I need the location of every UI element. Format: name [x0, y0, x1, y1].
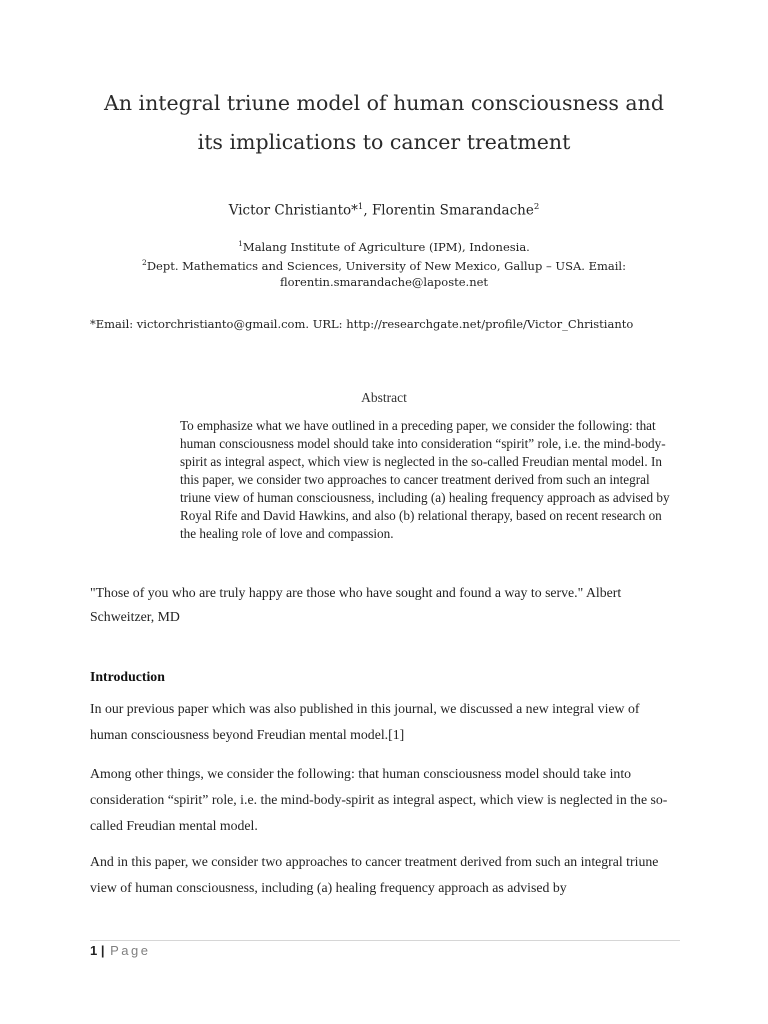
affiliations — [0, 236, 768, 290]
author-list — [0, 202, 768, 219]
epigraph-quote: "Those of you who are truly happy are those who have sought and found a way to serve." Albert Schweitzer, MD — [90, 585, 622, 624]
author-separator: , — [363, 202, 372, 219]
corresponding-contact: *Email: victorchristianto@gmail.com. URL: http://researchgate.net/profile/Victor_Christianto — [90, 317, 634, 331]
footer-separator: | — [100, 943, 105, 958]
affiliation-1-mark: 1 — [238, 239, 243, 248]
abstract-heading: Abstract — [361, 390, 407, 405]
affiliation-2-email: florentin.smarandache@laposte.net — [279, 274, 489, 289]
paper-title-line-1: An integral triune model of human consciousness and — [104, 91, 664, 115]
footer-divider — [90, 940, 680, 941]
abstract-text: To emphasize what we have outlined in a preceding paper, we consider the following: that human consciousness model should take into consideration “spirit” role, i.e. the mind-body-spirit as integral aspect, which view is neglected in the so-called Freudian mental model. In this paper, we consider two approaches to cancer treatment derived from such an integral triune view of human consciousness, including (a) healing frequency approach as advised by Royal Rife and David Hawkins, and also (b) relational therapy, based on recent research on the healing role of love and compassion. — [180, 418, 670, 541]
affiliation-1 — [0, 236, 768, 255]
affiliation-2-mark: 2 — [142, 257, 147, 267]
page-number: 1 — [90, 943, 98, 958]
section-heading-introduction: Introduction — [90, 669, 165, 684]
author-1-name: Victor Christianto* — [228, 202, 358, 219]
affiliation-2 — [0, 255, 768, 274]
affiliation-2-text: Dept. Mathematics and Sciences, University of New Mexico, Gallup – USA. Email: — [146, 258, 626, 273]
author-2-name: Florentin Smarandache — [371, 202, 534, 219]
author-2-affil-mark: 2 — [533, 202, 540, 212]
paper-title-line-2: its implications to cancer treatment — [197, 130, 571, 154]
author-1-affil-mark: 1 — [357, 202, 364, 212]
intro-paragraph-2: Among other things, we consider the following: that human consciousness model should take into consideration “spirit” role, i.e. the mind-body-spirit as integral aspect, which view is neglected in the so-called Freudian mental model. — [90, 766, 668, 833]
intro-paragraph-1: In our previous paper which was also published in this journal, we discussed a new integral view of human consciousness beyond Freudian mental model.[1] — [90, 701, 640, 742]
page-label: Page — [110, 943, 151, 958]
page-footer — [90, 943, 151, 958]
affiliation-1-text: Malang Institute of Agriculture (IPM), Indonesia. — [242, 239, 530, 254]
intro-paragraph-3: And in this paper, we consider two approaches to cancer treatment derived from such an integral triune view of human consciousness, including (a) healing frequency approach as advised by — [90, 854, 659, 895]
